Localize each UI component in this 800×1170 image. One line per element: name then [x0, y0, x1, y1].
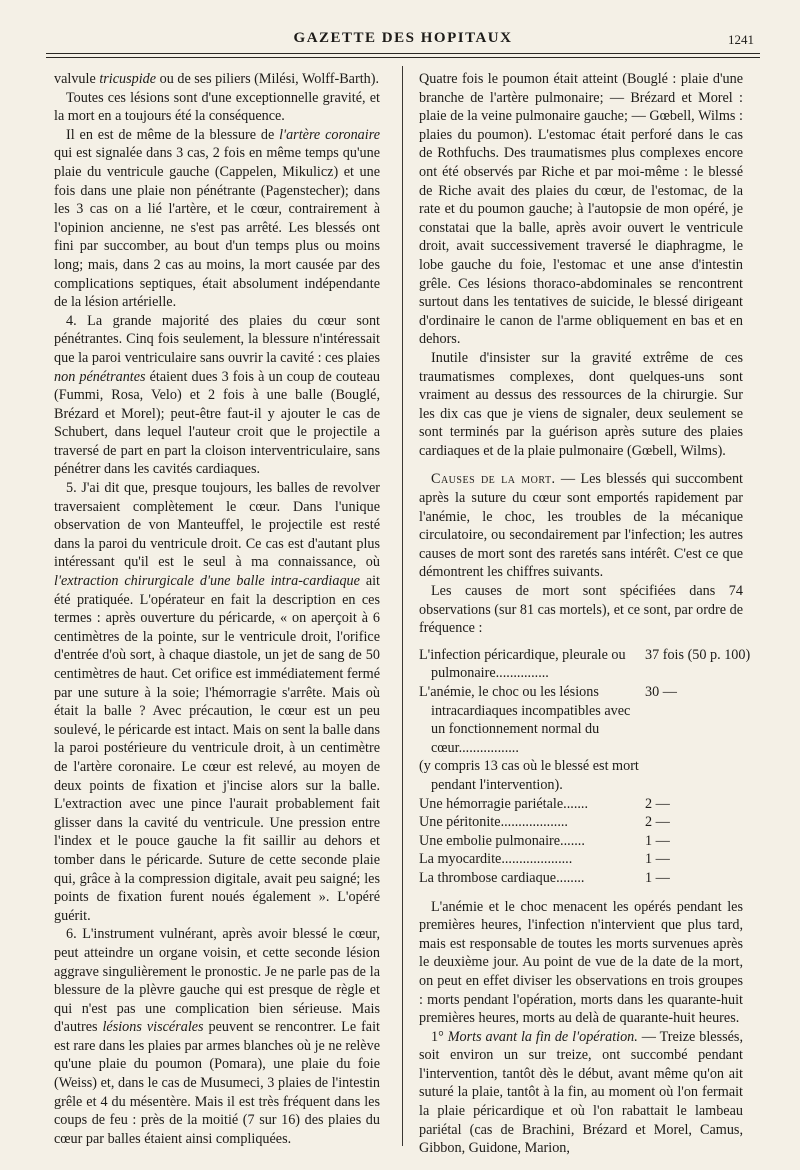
paragraph — [54, 89, 380, 126]
section-paragraph — [419, 470, 743, 582]
text-run: L'anémie et le choc menacent les opérés pendant les premières heures, l'infection n'intervient que plus tard, mais est responsable de toutes les morts survenues après le deuxième jour. Au point de vue de la date de la mort, on peut en effet diviser les observations en trois groupes : morts pendant l'opération, morts dans les quarante-huit premières heures, morts au delà de quarante-huit heures. — [419, 898, 743, 1027]
paragraph — [54, 70, 380, 89]
cause-label — [419, 795, 639, 814]
italic-text: l'artère coronaire — [279, 126, 380, 143]
leader-dots: ........ — [556, 869, 585, 886]
italic-text: Morts avant la fin de l'opération. — [447, 1028, 638, 1045]
paragraph — [419, 349, 743, 461]
cause-text: L'infection péricardique, pleurale ou pulmonaire — [419, 646, 626, 682]
right-column — [419, 70, 751, 1158]
paragraph — [54, 925, 380, 1148]
header-rule-thick — [46, 53, 760, 54]
table-row — [419, 795, 743, 814]
cause-text: L'anémie, le choc ou les lésions intracardiaques incompatibles avec un fonctionnement normal du cœur — [419, 684, 631, 756]
text-run: ou de ses piliers (Milési, Wolff-Barth). — [156, 71, 379, 87]
leader-dots: .................... — [501, 851, 573, 868]
table-row — [419, 850, 743, 869]
leader-dots: ....... — [560, 832, 585, 849]
text-run: peuvent se rencontrer. Le fait est rare dans les plaies par armes blanches où je ne relève qu'une plaie du poumon (Pomara), une plaie du foie (Weiss) et, dans le cas de Musumeci, 3 plaies de l'intestin grêle et 4 du mésentère. Mais il est très fréquent dans les coups de feu : près de la moitié (7 sur 16) des plaies du cœur par balles étaient ainsi compliquées. — [54, 1019, 380, 1147]
cause-label — [419, 832, 639, 851]
table-row — [419, 646, 751, 683]
table-row — [419, 683, 743, 757]
leader-dots: ................... — [500, 814, 568, 831]
page-header — [46, 22, 760, 52]
page-number: 1241 — [728, 32, 754, 47]
text-run: 6. L'instrument vulnérant, après avoir blessé le cœur, peut atteindre un organe voisin, et cette seconde lésion aggrave singulièrement le pronostic. Je ne parle pas de la blessure de la plèvre gauche qui est presque de règle et qui n'est pas une complication bien sérieuse. Mais d'autres — [54, 926, 380, 1036]
section-text: — Les blessés qui succombent après la suture du cœur sont emportés rapidement par l'anémie, le choc, les troubles de la mécanique circulatoire, ou secondairement par l'infection; les autres causes de mort sont des raretés sans intérêt. C'est ce que démontrent les chiffres suivants. — [419, 471, 743, 581]
text-run: ait été pratiquée. L'opérateur en fait la description en ces termes : après ouverture du péricarde, « on aperçoit à 6 centimètres de la pointe, sur le ventricule droit, l'orifice d'entrée d'où sort, à chaque diastole, un jet de sang de 50 centimètres de haut. Cet orifice est immédiatement fermé par une suture à la soie; l'hémorragie s'arrête. Mais où était la balle ? Avec précaution, le cœur est un peu soulevé, le péricarde est intact. Mais on sent la balle dans la paroi postérieure du ventricule droit, à un centimètre de l'artère coronaire. Le cœur est relevé, au moyen de deux points de fixation et j'incise alors sur la balle. L'extraction avec une pince l'aurait probablement fait glisser dans la cavité du ventricule. Une pression entre l'index et le pouce gauche la fit saillir au dehors et tomber dans le péricarde. Suture de cette seconde plaie qui, grâce à la compression digitale, avait peu saigné; les points de fixation furent noués également ». L'opéré guérit. — [54, 573, 380, 924]
text-run: Quatre fois le poumon était atteint (Bouglé : plaie d'une branche de l'artère pulmonaire; — Brézard et Morel : plaie de la veine pulmonaire gauche; — Gœbell, Wilms : plaies du poumon). L'estomac était perforé dans le cas de Rothfuchs. Des traumatismes plus complexes encore ont été observés par Riche et par moi-même : le blessé de Riche avait des plaies du cœur, de l'estomac, de la rate et du poumon gauche; à l'autopsie de mon opéré, je constatai que la balle, après avoir ouvert le ventricule droit, avait successivement traversé le diaphragme, le lobe gauche du foie, l'estomac et une anse d'intestin grêle. Ces lésions thoraco-abdominales se rencontrent surtout dans les tentatives de suicide, le blessé dirigeant d'ordinaire le canon de l'arme obliquement en bas et en dehors. — [419, 71, 743, 348]
paragraph — [54, 479, 380, 925]
paragraph — [419, 70, 743, 349]
paragraph — [419, 898, 743, 1028]
text-run: 4. La grande majorité des plaies du cœur sont pénétrantes. Cinq fois seulement, la blessure n'intéressait que la paroi ventriculaire sans ouvrir la cavité : ces plaies — [54, 312, 380, 366]
italic-text: non pénétrantes — [54, 368, 146, 385]
text-run: étaient dues 3 fois à un coup de couteau (Fummi, Rosa, Velo) et 2 fois à une balle (Bouglé, Brézard et Morel); peut-être faut-il y ajouter le cas de Schubert, dans lequel l'auteur croit que le projectile a traversé de part en part la cloison interventriculaire, sans pénétrer dans les cavités cardiaques. — [54, 368, 380, 478]
table-row — [419, 869, 743, 888]
cause-label — [419, 683, 639, 757]
text-run: — Treize blessés, soit environ un sur treize, ont succombé pendant l'intervention, tantôt dès le début, avant même qu'on ait suturé la plaie, tantôt à la fin, au moment où l'on fermait la plaie péricardique et où l'on rabattait le lambeau pariétal (cas de Brachini, Brézard et Morel, Camus, Gibbon, Guidone, Marion, — [419, 1028, 743, 1157]
column-divider — [402, 66, 403, 1146]
text-run: Inutile d'insister sur la gravité extrême de ces traumatismes complexes, dont quelques-uns sont vraiment au dessus des ressources de la chirurgie. Sur les dix cas que je viens de signaler, deux seulement se sont terminés par la guérison après suture des plaies cardiaques et de la plaie pulmonaire (Gœbell, Wilms). — [419, 349, 743, 459]
cause-text: La myocardite — [419, 851, 502, 868]
header-rule-thin — [46, 57, 760, 58]
italic-text: tricuspide — [99, 71, 157, 87]
italic-text: lésions viscérales — [102, 1019, 204, 1036]
cause-text: Une hémorragie pariétale — [419, 795, 564, 812]
cause-count: 1 — — [645, 851, 670, 868]
cause-text: Une péritonite — [419, 814, 501, 831]
causes-table — [419, 646, 751, 888]
cause-label — [419, 646, 639, 683]
cause-count: 1 — — [645, 869, 670, 886]
cause-count: 2 — — [645, 795, 670, 812]
text-run: Il en est de même de la blessure de — [66, 126, 280, 143]
leader-dots: ............... — [495, 665, 549, 682]
italic-text: l'extraction chirurgicale d'une balle intra-cardiaque — [54, 573, 360, 590]
leader-dots: ....... — [563, 795, 588, 812]
spacer — [419, 460, 743, 470]
cause-text: La thrombose cardiaque — [419, 869, 557, 886]
left-column — [54, 70, 380, 1148]
journal-title: GAZETTE DES HOPITAUX — [293, 30, 513, 46]
text-run: valvule — [54, 71, 100, 87]
paragraph — [419, 1028, 743, 1158]
table-row — [419, 832, 743, 851]
cause-text: Une embolie pulmonaire — [419, 832, 561, 849]
text-run: 5. J'ai dit que, presque toujours, les balles de revolver traversaient complètement le cœur. Dans l'unique observation de von Manteuffel, le projectile est resté dans la paroi du ventricule droit. Ce cas est d'autant plus intéressant qu'il est le seul à ma connaissance, où — [54, 480, 380, 571]
cause-count: 1 — — [645, 832, 670, 849]
table-row — [419, 813, 743, 832]
cause-label — [419, 813, 639, 832]
cause-count: 37 fois (50 p. 100) — [645, 646, 751, 663]
text-run: 1° — [431, 1028, 448, 1045]
cause-label — [419, 757, 639, 794]
paragraph — [54, 126, 380, 312]
cause-text: (y compris 13 cas où le blessé est mort pendant l'intervention). — [419, 758, 639, 793]
text-run: qui est signalée dans 3 cas, 2 fois en même temps qu'une plaie du ventricule gauche (Cappelen, Mikulicz) et une fois dans une plaie non pénétrante (Pagenstecher); dans les 3 cas on a lié l'artère, et le cœur, contrairement à l'opinion ancienne, ne s'est pas arrêté. Les blessés ont fini par succomber, au bout d'un temps plus ou moins long; mais, dans 2 cas au moins, la mort causée par des complications septiques, était absolument indépendante de la lésion artérielle. — [54, 145, 380, 311]
section-heading: Causes de la mort. — [431, 471, 556, 488]
cause-label — [419, 869, 639, 888]
paragraph — [54, 312, 380, 479]
table-intro: Les causes de mort sont spécifiées dans 74 observations (sur 81 cas mortels), et ce sont, par ordre de fréquence : — [419, 583, 743, 637]
cause-label — [419, 850, 639, 869]
cause-count: 2 — — [645, 814, 670, 831]
table-row — [419, 757, 743, 794]
text-run: Toutes ces lésions sont d'une exceptionnelle gravité, et la mort en a toujours été la conséquence. — [54, 89, 380, 125]
cause-count: 30 — — [645, 684, 677, 700]
leader-dots: ................. — [458, 739, 519, 756]
